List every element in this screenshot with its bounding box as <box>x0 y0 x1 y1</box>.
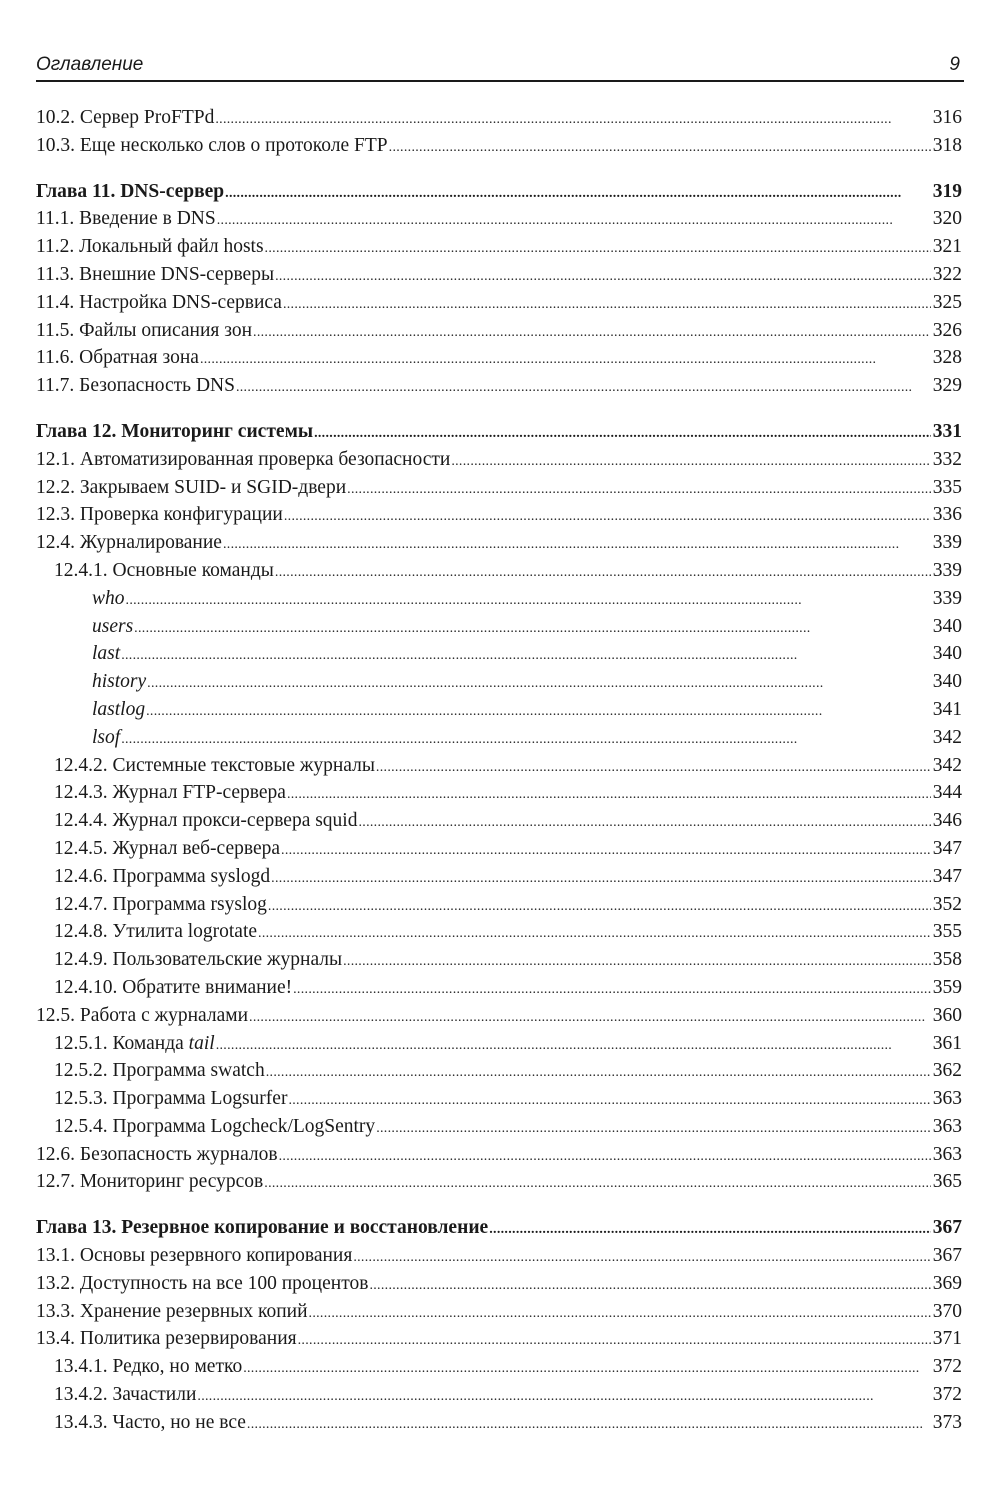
toc-entry-page: 321 <box>932 236 962 258</box>
toc-entry-page: 318 <box>932 134 962 156</box>
toc-subentry[interactable] <box>36 974 962 1002</box>
dot-leader <box>287 779 931 809</box>
toc-subentry[interactable] <box>36 1381 962 1409</box>
toc-entry-label-command: tail <box>188 1032 215 1054</box>
toc-entry-page: 335 <box>932 476 962 498</box>
toc-entry-page: 339 <box>932 587 962 609</box>
toc-entry-page: 332 <box>932 448 962 470</box>
table-of-contents <box>36 104 962 1437</box>
dot-leader <box>347 474 931 504</box>
dot-leader <box>376 752 931 782</box>
toc-entry-label: lastlog <box>92 698 146 720</box>
toc-entry[interactable] <box>36 529 962 557</box>
dot-leader <box>271 863 931 893</box>
toc-entry[interactable] <box>36 372 962 400</box>
dot-leader <box>134 613 931 643</box>
toc-subentry[interactable] <box>36 1409 962 1437</box>
dot-leader <box>275 557 931 587</box>
toc-entry-page: 369 <box>932 1272 962 1294</box>
toc-command-entry[interactable] <box>36 696 962 724</box>
toc-entry-page: 322 <box>932 263 962 285</box>
toc-command-entry[interactable] <box>36 613 962 641</box>
toc-entry-page: 347 <box>932 837 962 859</box>
toc-entry-page: 340 <box>932 671 962 693</box>
toc-entry-label: 11.6. Обратная зона <box>36 347 199 369</box>
running-header <box>36 52 964 82</box>
toc-entry-label-text: 12.5.1. Команда <box>54 1032 189 1054</box>
dot-leader <box>264 1168 930 1198</box>
toc-subentry[interactable] <box>36 752 962 780</box>
toc-entry-page: 339 <box>932 559 962 581</box>
toc-entry-label: 11.4. Настройка DNS-сервиса <box>36 291 282 313</box>
dot-leader <box>236 372 931 402</box>
toc-entry-page: 372 <box>932 1356 962 1378</box>
toc-subentry[interactable] <box>36 1085 962 1113</box>
toc-chapter[interactable] <box>36 418 962 446</box>
toc-entry-page: 344 <box>932 782 962 804</box>
dot-leader <box>121 724 931 754</box>
dot-leader <box>216 1030 931 1060</box>
toc-entry-page: 363 <box>932 1088 962 1110</box>
toc-subentry[interactable] <box>36 1057 962 1085</box>
toc-entry-label: 12.4.9. Пользовательские журналы <box>54 949 343 971</box>
toc-subentry[interactable] <box>36 835 962 863</box>
dot-leader <box>293 974 931 1004</box>
toc-entry-page: 352 <box>932 893 962 915</box>
toc-entry-page: 359 <box>932 976 962 998</box>
toc-entry-label: 11.7. Безопасность DNS <box>36 375 235 397</box>
toc-chapter-page: 319 <box>932 180 962 202</box>
toc-entry-label: lsof <box>92 726 121 748</box>
toc-entry-label: 12.4.3. Журнал FTP-сервера <box>54 782 286 804</box>
toc-entry[interactable] <box>36 1141 962 1169</box>
toc-entry-page: 365 <box>932 1171 962 1193</box>
toc-entry[interactable] <box>36 132 962 160</box>
dot-leader <box>358 807 930 837</box>
dot-leader <box>147 668 931 698</box>
toc-chapter-page: 367 <box>932 1217 962 1239</box>
toc-entry-label: 12.5.3. Программа Logsurfer <box>54 1088 288 1110</box>
toc-entry-label: 12.5.4. Программа Logcheck/LogSentry <box>54 1115 376 1137</box>
toc-chapter[interactable] <box>36 178 962 206</box>
toc-entry-page: 372 <box>932 1384 962 1406</box>
toc-chapter[interactable] <box>36 1214 962 1242</box>
toc-entry-page: 360 <box>932 1004 962 1026</box>
toc-entry[interactable] <box>36 1298 962 1326</box>
toc-entry-label: 13.4.1. Редко, но метко <box>54 1356 243 1378</box>
toc-entry-page: 326 <box>932 319 962 341</box>
toc-entry-page: 320 <box>932 208 962 230</box>
toc-entry-label: 12.3. Проверка конфигурации <box>36 504 283 526</box>
toc-entry-label: 12.4.4. Журнал прокси-сервера squid <box>54 810 358 832</box>
toc-chapter-label: Глава 11. DNS-сервер <box>36 180 225 202</box>
toc-entry-label: 12.5. Работа с журналами <box>36 1004 249 1026</box>
toc-command-entry[interactable] <box>36 585 962 613</box>
toc-entry-label: 13.4.3. Часто, но не все <box>54 1411 246 1433</box>
toc-entry-page: 339 <box>932 532 962 554</box>
toc-entry[interactable] <box>36 104 962 132</box>
toc-entry[interactable] <box>36 1325 962 1353</box>
toc-entry-label: 11.3. Внешние DNS-серверы <box>36 263 275 285</box>
dot-leader <box>253 317 931 347</box>
dot-leader <box>376 1113 931 1143</box>
dot-leader <box>126 585 931 615</box>
toc-entry-label: history <box>92 671 147 693</box>
toc-subentry[interactable] <box>36 1113 962 1141</box>
dot-leader <box>268 891 931 921</box>
toc-entry-label: 12.6. Безопасность журналов <box>36 1143 278 1165</box>
toc-subentry[interactable] <box>36 1353 962 1381</box>
toc-entry[interactable] <box>36 1168 962 1196</box>
toc-entry-label: 12.4.6. Программа syslogd <box>54 865 271 887</box>
dot-leader <box>283 289 931 319</box>
toc-entry-page: 371 <box>932 1328 962 1350</box>
dot-leader <box>298 1325 931 1355</box>
toc-entry-page: 370 <box>932 1300 962 1322</box>
toc-command-entry[interactable] <box>36 640 962 668</box>
toc-chapter-label: Глава 13. Резервное копирование и восстановление <box>36 1217 489 1239</box>
toc-entry[interactable] <box>36 446 962 474</box>
section-gap <box>36 1196 962 1214</box>
toc-chapter-label: Глава 12. Мониторинг системы <box>36 420 314 442</box>
toc-entry-label: 11.5. Файлы описания зон <box>36 319 253 341</box>
dot-leader <box>353 1242 930 1272</box>
toc-entry-page: 329 <box>932 375 962 397</box>
toc-subentry[interactable] <box>36 1030 962 1058</box>
toc-subentry[interactable] <box>36 863 962 891</box>
toc-entry[interactable] <box>36 317 962 345</box>
toc-entry-page: 328 <box>932 347 962 369</box>
toc-entry[interactable] <box>36 261 962 289</box>
toc-entry-label: 13.1. Основы резервного копирования <box>36 1245 353 1267</box>
header-page-number: 9 <box>949 54 960 75</box>
toc-entry-label: users <box>92 615 134 637</box>
toc-entry-label: 12.4.2. Системные текстовые журналы <box>54 754 375 776</box>
dot-leader <box>314 418 931 448</box>
toc-entry[interactable] <box>36 233 962 261</box>
toc-entry-label <box>36 1030 215 1058</box>
dot-leader <box>121 640 931 670</box>
toc-entry-label: 12.4.1. Основные команды <box>54 559 274 581</box>
dot-leader <box>265 233 931 263</box>
dot-leader <box>288 1085 930 1115</box>
dot-leader <box>223 529 931 559</box>
toc-entry-label: 13.4. Политика резервирования <box>36 1328 297 1350</box>
dot-leader <box>279 1141 931 1171</box>
toc-entry-page: 347 <box>932 865 962 887</box>
dot-leader <box>146 696 931 726</box>
toc-subentry[interactable] <box>36 946 962 974</box>
dot-leader <box>369 1270 930 1300</box>
toc-entry-label: 12.4.7. Программа rsyslog <box>54 893 267 915</box>
toc-entry-page: 342 <box>932 726 962 748</box>
toc-chapter-page: 331 <box>932 420 962 442</box>
toc-entry-label: 11.2. Локальный файл hosts <box>36 236 264 258</box>
toc-command-entry[interactable] <box>36 724 962 752</box>
toc-entry-page: 373 <box>932 1411 962 1433</box>
toc-entry[interactable] <box>36 344 962 372</box>
toc-entry-label: 12.5.2. Программа swatch <box>54 1060 265 1082</box>
dot-leader <box>197 1381 930 1411</box>
dot-leader <box>243 1353 931 1383</box>
toc-entry-label: 11.1. Введение в DNS <box>36 208 216 230</box>
toc-entry[interactable] <box>36 289 962 317</box>
toc-subentry[interactable] <box>36 807 962 835</box>
toc-entry-label: 12.4.10. Обратите внимание! <box>54 976 293 998</box>
dot-leader <box>343 946 931 976</box>
toc-entry-page: 340 <box>932 643 962 665</box>
dot-leader <box>451 446 930 476</box>
toc-entry-label: 12.4.5. Журнал веб-сервера <box>54 837 281 859</box>
toc-entry[interactable] <box>36 1002 962 1030</box>
dot-leader <box>217 205 931 235</box>
toc-entry-page: 367 <box>932 1245 962 1267</box>
toc-entry-page: 316 <box>932 107 962 128</box>
toc-entry[interactable] <box>36 205 962 233</box>
toc-entry-page: 325 <box>932 291 962 313</box>
toc-entry-page: 355 <box>932 921 962 943</box>
dot-leader <box>266 1057 931 1087</box>
toc-entry-label: 10.2. Сервер ProFTPd <box>36 107 215 128</box>
toc-entry-page: 340 <box>932 615 962 637</box>
dot-leader <box>489 1214 931 1244</box>
toc-entry-page: 361 <box>932 1032 962 1054</box>
toc-entry-page: 342 <box>932 754 962 776</box>
dot-leader <box>247 1409 931 1439</box>
toc-entry-label: 12.2. Закрываем SUID- и SGID-двери <box>36 476 347 498</box>
toc-entry-label: 13.3. Хранение резервных копий <box>36 1300 308 1322</box>
dot-leader <box>309 1298 931 1328</box>
toc-entry-label: 13.4.2. Зачастили <box>54 1384 197 1406</box>
dot-leader <box>258 918 931 948</box>
toc-entry-page: 362 <box>932 1060 962 1082</box>
dot-leader <box>284 501 931 531</box>
dot-leader <box>281 835 931 865</box>
toc-entry-page: 346 <box>932 810 962 832</box>
toc-entry-page: 363 <box>932 1143 962 1165</box>
toc-entry-label: 12.4.8. Утилита logrotate <box>54 921 258 943</box>
toc-entry-label: last <box>92 643 121 665</box>
dot-leader <box>200 344 931 374</box>
toc-entry[interactable] <box>36 1242 962 1270</box>
toc-entry-label: 12.1. Автоматизированная проверка безопасности <box>36 448 451 470</box>
toc-subentry[interactable] <box>36 891 962 919</box>
toc-entry-label: 12.4. Журналирование <box>36 532 222 554</box>
toc-entry-page: 336 <box>932 504 962 526</box>
dot-leader <box>389 132 931 162</box>
toc-command-entry[interactable] <box>36 668 962 696</box>
toc-entry[interactable] <box>36 501 962 529</box>
toc-entry-label: who <box>92 587 125 609</box>
toc-entry-page: 341 <box>932 698 962 720</box>
toc-entry-label: 13.2. Доступность на все 100 процентов <box>36 1272 369 1294</box>
toc-entry-label: 12.7. Мониторинг ресурсов <box>36 1171 264 1193</box>
section-gap <box>36 400 962 418</box>
toc-entry-page: 358 <box>932 949 962 971</box>
toc-subentry[interactable] <box>36 918 962 946</box>
toc-entry[interactable] <box>36 474 962 502</box>
dot-leader <box>225 178 931 208</box>
toc-entry[interactable] <box>36 1270 962 1298</box>
toc-subentry[interactable] <box>36 557 962 585</box>
header-title: Оглавление <box>36 54 144 75</box>
section-gap <box>36 160 962 178</box>
dot-leader <box>215 104 930 134</box>
toc-entry-page: 363 <box>932 1115 962 1137</box>
toc-subentry[interactable] <box>36 779 962 807</box>
dot-leader <box>275 261 931 291</box>
dot-leader <box>249 1002 931 1032</box>
toc-entry-label: 10.3. Еще несколько слов о протоколе FTP <box>36 134 388 156</box>
